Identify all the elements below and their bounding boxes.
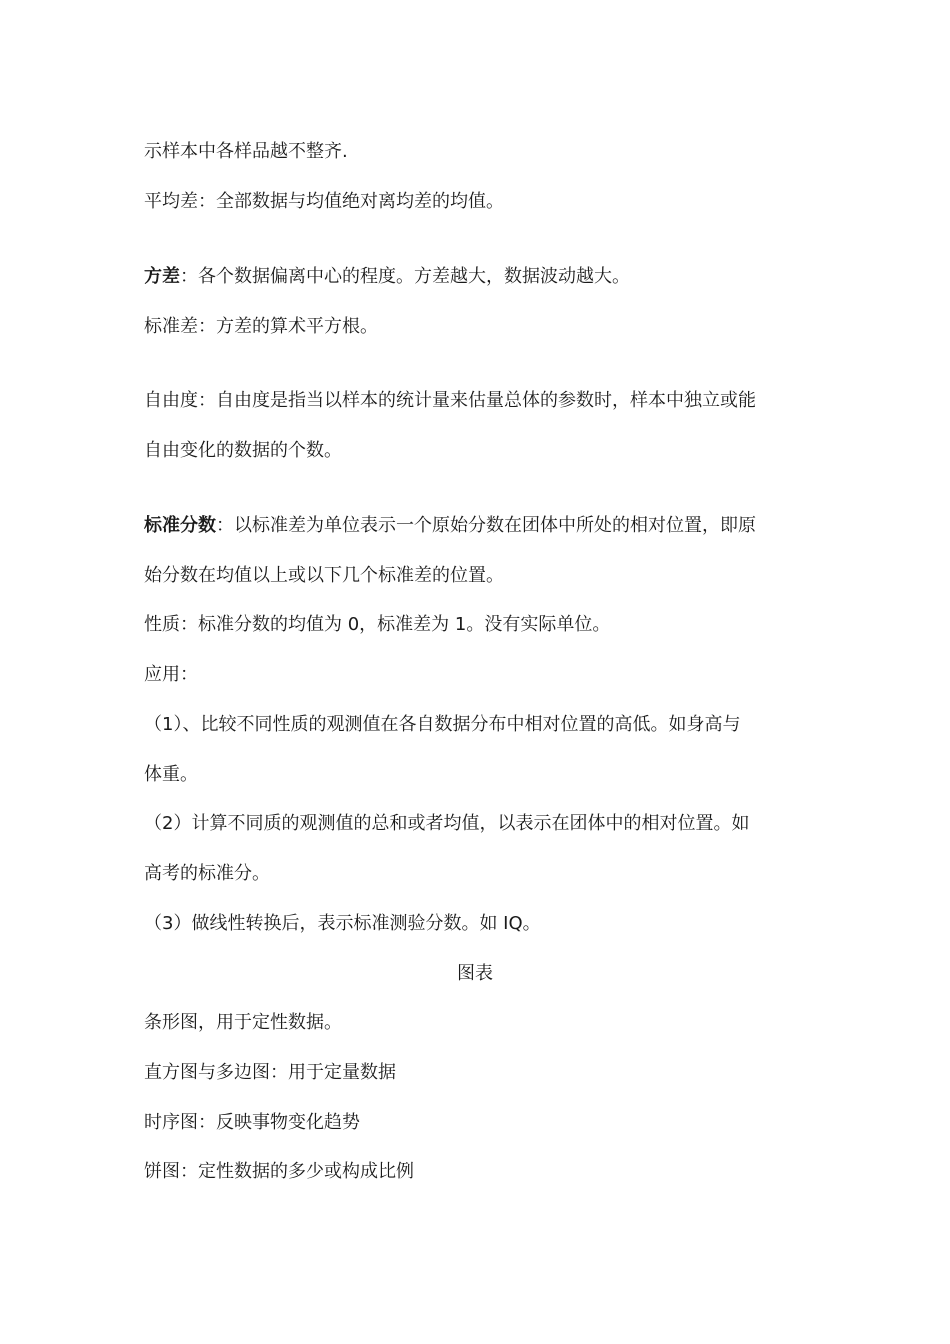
text-line	[144, 1060, 806, 1086]
line-text: 性质：标准分数的均值为 0，标准差为 1。没有实际单位。	[144, 614, 611, 635]
line-text: 条形图，用于定性数据。	[144, 1012, 342, 1033]
line-text: 示样本中各样品越不整齐.	[144, 141, 348, 162]
definition-variance	[144, 264, 806, 290]
line-text: 自由度：自由度是指当以样本的统计量来估量总体的参数时，样本中独立或能	[144, 390, 756, 411]
text-line	[144, 388, 806, 414]
line-text: ：各个数据偏离中心的程度。方差越大，数据波动越大。	[180, 266, 630, 287]
text-line	[144, 438, 806, 464]
definition-standard-score	[144, 513, 806, 539]
text-line	[144, 861, 806, 887]
text-line	[144, 1110, 806, 1136]
heading-text: 图表	[457, 963, 493, 984]
line-text: 饼图：定性数据的多少或构成比例	[144, 1161, 414, 1182]
section-heading	[0, 961, 950, 987]
text-line	[144, 811, 806, 837]
text-line	[144, 762, 806, 788]
text-line	[144, 1010, 806, 1036]
line-text: 自由变化的数据的个数。	[144, 440, 342, 461]
line-text: 标准差：方差的算术平方根。	[144, 316, 378, 337]
line-text: （1）、比较不同性质的观测值在各自数据分布中相对位置的高低。如身高与	[144, 714, 741, 735]
text-line	[144, 314, 806, 340]
text-line	[144, 712, 806, 738]
term-bold: 标准分数	[144, 515, 216, 536]
text-line	[144, 189, 806, 215]
text-line	[144, 911, 806, 937]
line-text: ：以标准差为单位表示一个原始分数在团体中所处的相对位置，即原	[216, 515, 756, 536]
text-line	[144, 563, 806, 589]
text-line	[144, 612, 806, 638]
term-bold: 方差	[144, 266, 180, 287]
line-text: 平均差：全部数据与均值绝对离均差的均值。	[144, 191, 504, 212]
text-line	[144, 1159, 806, 1185]
line-text: （3）做线性转换后，表示标准测验分数。如 IQ。	[144, 913, 541, 934]
line-text: 时序图：反映事物变化趋势	[144, 1112, 360, 1133]
line-text: 高考的标准分。	[144, 863, 270, 884]
line-text: 始分数在均值以上或以下几个标准差的位置。	[144, 565, 504, 586]
line-text: 应用：	[144, 664, 198, 685]
line-text: 体重。	[144, 764, 198, 785]
line-text: 直方图与多边图：用于定量数据	[144, 1062, 396, 1083]
line-text: （2）计算不同质的观测值的总和或者均值，以表示在团体中的相对位置。如	[144, 813, 750, 834]
text-line	[144, 662, 806, 688]
text-line	[144, 139, 806, 165]
